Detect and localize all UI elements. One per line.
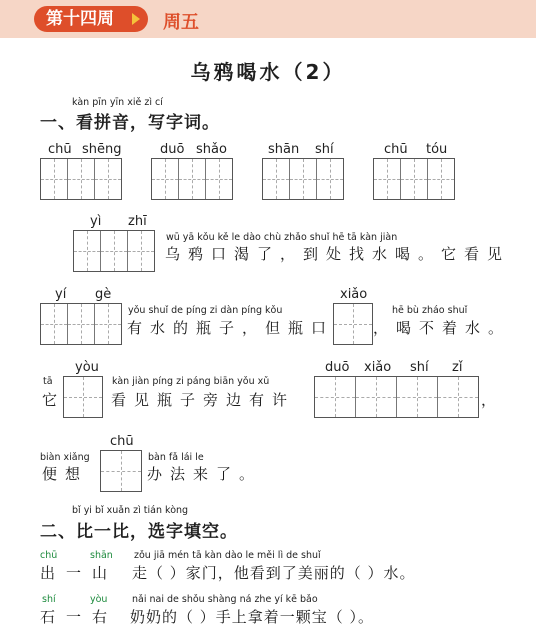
pair-char: 石 <box>40 608 57 626</box>
sentence-pinyin: tā <box>43 376 53 387</box>
box-pinyin: duō <box>325 360 350 375</box>
sentence-pinyin: zǒu jiā mén tā kàn dào le měi lì de shuǐ <box>134 550 321 561</box>
pair-pinyin: shí <box>42 594 56 605</box>
pair-char: 山 <box>92 564 109 582</box>
writing-grid[interactable] <box>262 158 344 200</box>
sentence-text: 看见瓶子旁边有许 <box>111 391 296 409</box>
box-pinyin: shēng <box>82 142 122 157</box>
sentence-text: 便想 <box>42 465 89 483</box>
sentence-text: ，喝不着水。 <box>373 319 512 337</box>
writing-grid[interactable] <box>151 158 233 200</box>
box-pinyin: zhī <box>128 214 147 229</box>
box-pinyin: tóu <box>426 142 448 157</box>
box-pinyin: chū <box>48 142 72 157</box>
writing-grid[interactable] <box>373 158 455 200</box>
writing-grid[interactable] <box>73 230 155 272</box>
box-pinyin: shí <box>315 142 334 157</box>
sentence-pinyin: bàn fǎ lái le <box>148 452 204 463</box>
sentence-pinyin: nǎi nai de shǒu shàng ná zhe yí kē bǎo <box>132 594 318 605</box>
writing-grid[interactable] <box>63 376 103 418</box>
pair-dash: 一 <box>66 564 83 582</box>
pair-char: 右 <box>92 608 109 626</box>
writing-grid[interactable] <box>314 376 479 418</box>
sentence-text: 它 <box>42 391 66 409</box>
week-badge: 第十四周 <box>34 6 148 32</box>
box-pinyin: chū <box>110 434 134 449</box>
pair-pinyin: yòu <box>90 594 108 605</box>
writing-grid[interactable] <box>40 303 122 345</box>
sentence-text: 办法来了。 <box>147 465 263 483</box>
box-pinyin: gè <box>95 287 112 302</box>
pair-char: 出 <box>40 564 57 582</box>
pair-pinyin: chū <box>40 550 58 561</box>
writing-grid[interactable] <box>100 450 142 492</box>
box-pinyin: shí <box>410 360 429 375</box>
box-pinyin: shǎo <box>196 142 227 157</box>
box-pinyin: shān <box>268 142 300 157</box>
pair-dash: 一 <box>66 608 83 626</box>
section1-pinyin: kàn pīn yīn xiě zì cí <box>72 97 163 108</box>
pair-pinyin: shān <box>90 550 113 561</box>
fill-blank-sentence[interactable]: 走（ ）家门，他看到了美丽的（ ）水。 <box>132 564 416 582</box>
section2-pinyin: bǐ yi bǐ xuǎn zì tián kòng <box>72 505 189 516</box>
sentence-pinyin: yǒu shuǐ de píng zi dàn píng kǒu <box>128 305 283 316</box>
day-label: 周五 <box>163 12 199 33</box>
box-pinyin: yòu <box>75 360 99 375</box>
sentence-text: ， <box>481 391 505 409</box>
section2-title: 二、比一比，选字填空。 <box>40 522 238 542</box>
section1-title: 一、看拼音，写字词。 <box>40 113 220 133</box>
sentence-pinyin: hē bù zháo shuǐ <box>392 305 468 316</box>
box-pinyin: yì <box>90 214 102 229</box>
writing-grid[interactable] <box>333 303 373 345</box>
box-pinyin: duō <box>160 142 185 157</box>
writing-grid[interactable] <box>40 158 122 200</box>
play-arrow-icon <box>132 13 140 25</box>
page-title: 乌鸦喝水（2） <box>190 60 346 84</box>
sentence-text: 有水的瓶子，但瓶口 <box>127 319 335 337</box>
sentence-pinyin: biàn xiǎng <box>40 452 90 463</box>
box-pinyin: xiǎo <box>340 287 368 302</box>
sentence-text: 乌鸦口渴了，到处找水喝。它看见 <box>165 245 511 263</box>
fill-blank-sentence[interactable]: 奶奶的（ ）手上拿着一颗宝（ ）。 <box>130 608 375 626</box>
box-pinyin: xiǎo <box>364 360 392 375</box>
box-pinyin: zǐ <box>452 360 463 375</box>
sentence-pinyin: kàn jiàn píng zi páng biān yǒu xǔ <box>112 376 270 387</box>
box-pinyin: yí <box>55 287 67 302</box>
box-pinyin: chū <box>384 142 408 157</box>
sentence-pinyin: wū yā kǒu kě le dào chù zhǎo shuǐ hē tā kàn jiàn <box>166 232 398 243</box>
